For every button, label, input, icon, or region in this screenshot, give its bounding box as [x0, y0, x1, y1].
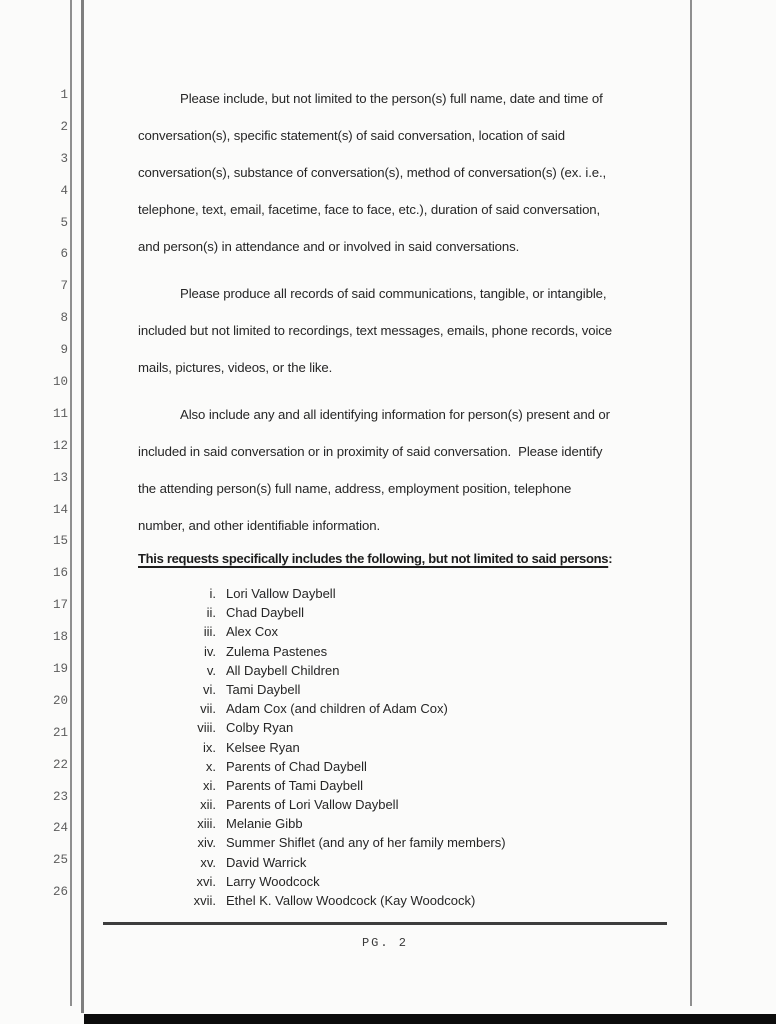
paragraph-line: Also include any and all identifying information for person(s) present and or	[180, 407, 610, 422]
footer-rule	[103, 922, 667, 925]
paragraph-line: the attending person(s) full name, address, employment position, telephone	[138, 481, 572, 496]
line-number: 24	[52, 821, 68, 836]
list-item	[138, 718, 662, 737]
list-item-numeral: ii.	[206, 605, 216, 621]
line-number: 25	[52, 853, 68, 868]
list-item	[138, 833, 662, 852]
paragraph-line: Please include, but not limited to the person(s) full name, date and time of	[180, 91, 603, 106]
line-number: 1	[60, 88, 68, 102]
line-number: 7	[60, 279, 68, 294]
list-item	[138, 622, 662, 641]
line-number: 4	[60, 183, 68, 198]
line-number: 13	[52, 470, 68, 485]
list-item	[138, 814, 662, 833]
line-number: 19	[52, 662, 68, 677]
list-item-numeral: vi.	[203, 681, 216, 697]
paragraph-line: conversation(s), substance of conversation(s), method of conversation(s) (ex. i.e.,	[138, 165, 607, 180]
request-heading-colon: :	[608, 551, 613, 566]
paragraph-line: and person(s) in attendance and or involved in said conversations.	[138, 239, 520, 254]
paragraph-line: included in said conversation or in proximity of said conversation. Please identify	[138, 444, 603, 459]
list-item-name: Tami Daybell	[226, 681, 301, 697]
paragraph	[138, 275, 662, 386]
line-number: 16	[52, 566, 68, 581]
list-item-name: Parents of Tami Daybell	[226, 777, 364, 793]
list-item-numeral: xv.	[200, 854, 216, 870]
body-paragraphs	[138, 80, 662, 544]
list-item-name: Summer Shiflet (and any of her family members)	[226, 835, 506, 851]
pleading-rule-left-outer	[70, 0, 72, 1006]
line-number: 26	[52, 885, 68, 900]
line-number: 21	[52, 725, 68, 740]
list-item-numeral: viii.	[197, 720, 216, 736]
list-item-numeral: xvi.	[196, 873, 216, 889]
line-number-column	[28, 80, 68, 909]
paragraph	[138, 80, 662, 265]
list-item-numeral: iii.	[203, 624, 216, 640]
line-number: 3	[60, 151, 68, 166]
list-item-name: Melanie Gibb	[226, 816, 303, 832]
list-item	[138, 776, 662, 795]
list-item-name: Colby Ryan	[226, 720, 294, 736]
list-item-name: Alex Cox	[226, 624, 279, 640]
list-item-numeral: iv.	[203, 643, 216, 659]
list-item-name: Adam Cox (and children of Adam Cox)	[226, 701, 448, 717]
list-item-name: Larry Woodcock	[226, 873, 320, 889]
scan-bottom-bar	[84, 1014, 776, 1024]
list-item-name: Zulema Pastenes	[226, 643, 328, 659]
request-heading	[138, 546, 662, 572]
line-number: 18	[52, 630, 68, 645]
list-item	[138, 795, 662, 814]
list-item-numeral: ix.	[203, 739, 216, 755]
list-item-name: All Daybell Children	[226, 662, 340, 678]
list-item	[138, 603, 662, 622]
line-number: 9	[60, 343, 68, 358]
list-item-name: Kelsee Ryan	[226, 739, 300, 755]
document-body	[138, 80, 662, 910]
list-item-numeral: i.	[209, 586, 216, 601]
line-number: 8	[60, 311, 68, 326]
paragraph-line: mails, pictures, videos, or the like.	[138, 360, 333, 375]
list-item	[138, 757, 662, 776]
list-item-name: Ethel K. Vallow Woodcock (Kay Woodcock)	[226, 893, 476, 908]
page-number: PG. 2	[361, 936, 408, 950]
list-item-name: Chad Daybell	[226, 605, 305, 621]
list-item	[138, 738, 662, 757]
paragraph	[138, 396, 662, 544]
line-number: 11	[52, 406, 68, 421]
list-item-name: Parents of Chad Daybell	[226, 758, 367, 774]
list-item-name: Lori Vallow Daybell	[226, 586, 336, 601]
list-item-numeral: vii.	[200, 701, 216, 717]
paragraph-line: number, and other identifiable information.	[138, 518, 381, 533]
list-item-numeral: xvii.	[193, 893, 216, 908]
list-item	[138, 872, 662, 891]
line-number: 5	[60, 215, 68, 230]
pleading-rule-left-inner	[81, 0, 84, 1013]
list-item	[138, 699, 662, 718]
paragraph-line: included but not limited to recordings, text messages, emails, phone records, voice	[138, 323, 613, 338]
list-item	[138, 891, 662, 910]
line-number: 15	[52, 534, 68, 549]
list-item-name: Parents of Lori Vallow Daybell	[226, 797, 399, 813]
line-number: 10	[52, 375, 68, 390]
line-number: 22	[52, 757, 68, 772]
list-item	[138, 680, 662, 699]
list-item-name: David Warrick	[226, 854, 307, 870]
list-item-numeral: xii.	[200, 797, 216, 813]
line-number: 20	[52, 693, 68, 708]
list-item	[138, 584, 662, 603]
persons-list	[138, 584, 662, 910]
line-number: 23	[52, 789, 68, 804]
line-number: 17	[52, 598, 68, 613]
paragraph-line: telephone, text, email, facetime, face to face, etc.), duration of said conversation,	[138, 202, 601, 217]
request-heading-text: This requests specifically includes the following, but not limited to said persons	[138, 551, 609, 566]
paragraph-line: Please produce all records of said communications, tangible, or intangible,	[180, 286, 607, 301]
list-item-numeral: x.	[205, 758, 216, 774]
line-number: 6	[60, 247, 68, 262]
list-item-numeral: v.	[206, 662, 216, 678]
list-item	[138, 661, 662, 680]
list-item-numeral: xiii.	[197, 816, 216, 832]
paragraph-line: conversation(s), specific statement(s) of said conversation, location of said	[138, 128, 565, 143]
list-item-numeral: xi.	[203, 777, 216, 793]
list-item-numeral: xiv.	[197, 835, 216, 851]
line-number: 12	[52, 438, 68, 453]
pleading-rule-right	[690, 0, 692, 1006]
list-item	[138, 642, 662, 661]
line-number: 2	[60, 119, 68, 134]
list-item	[138, 853, 662, 872]
line-number: 14	[52, 502, 68, 517]
